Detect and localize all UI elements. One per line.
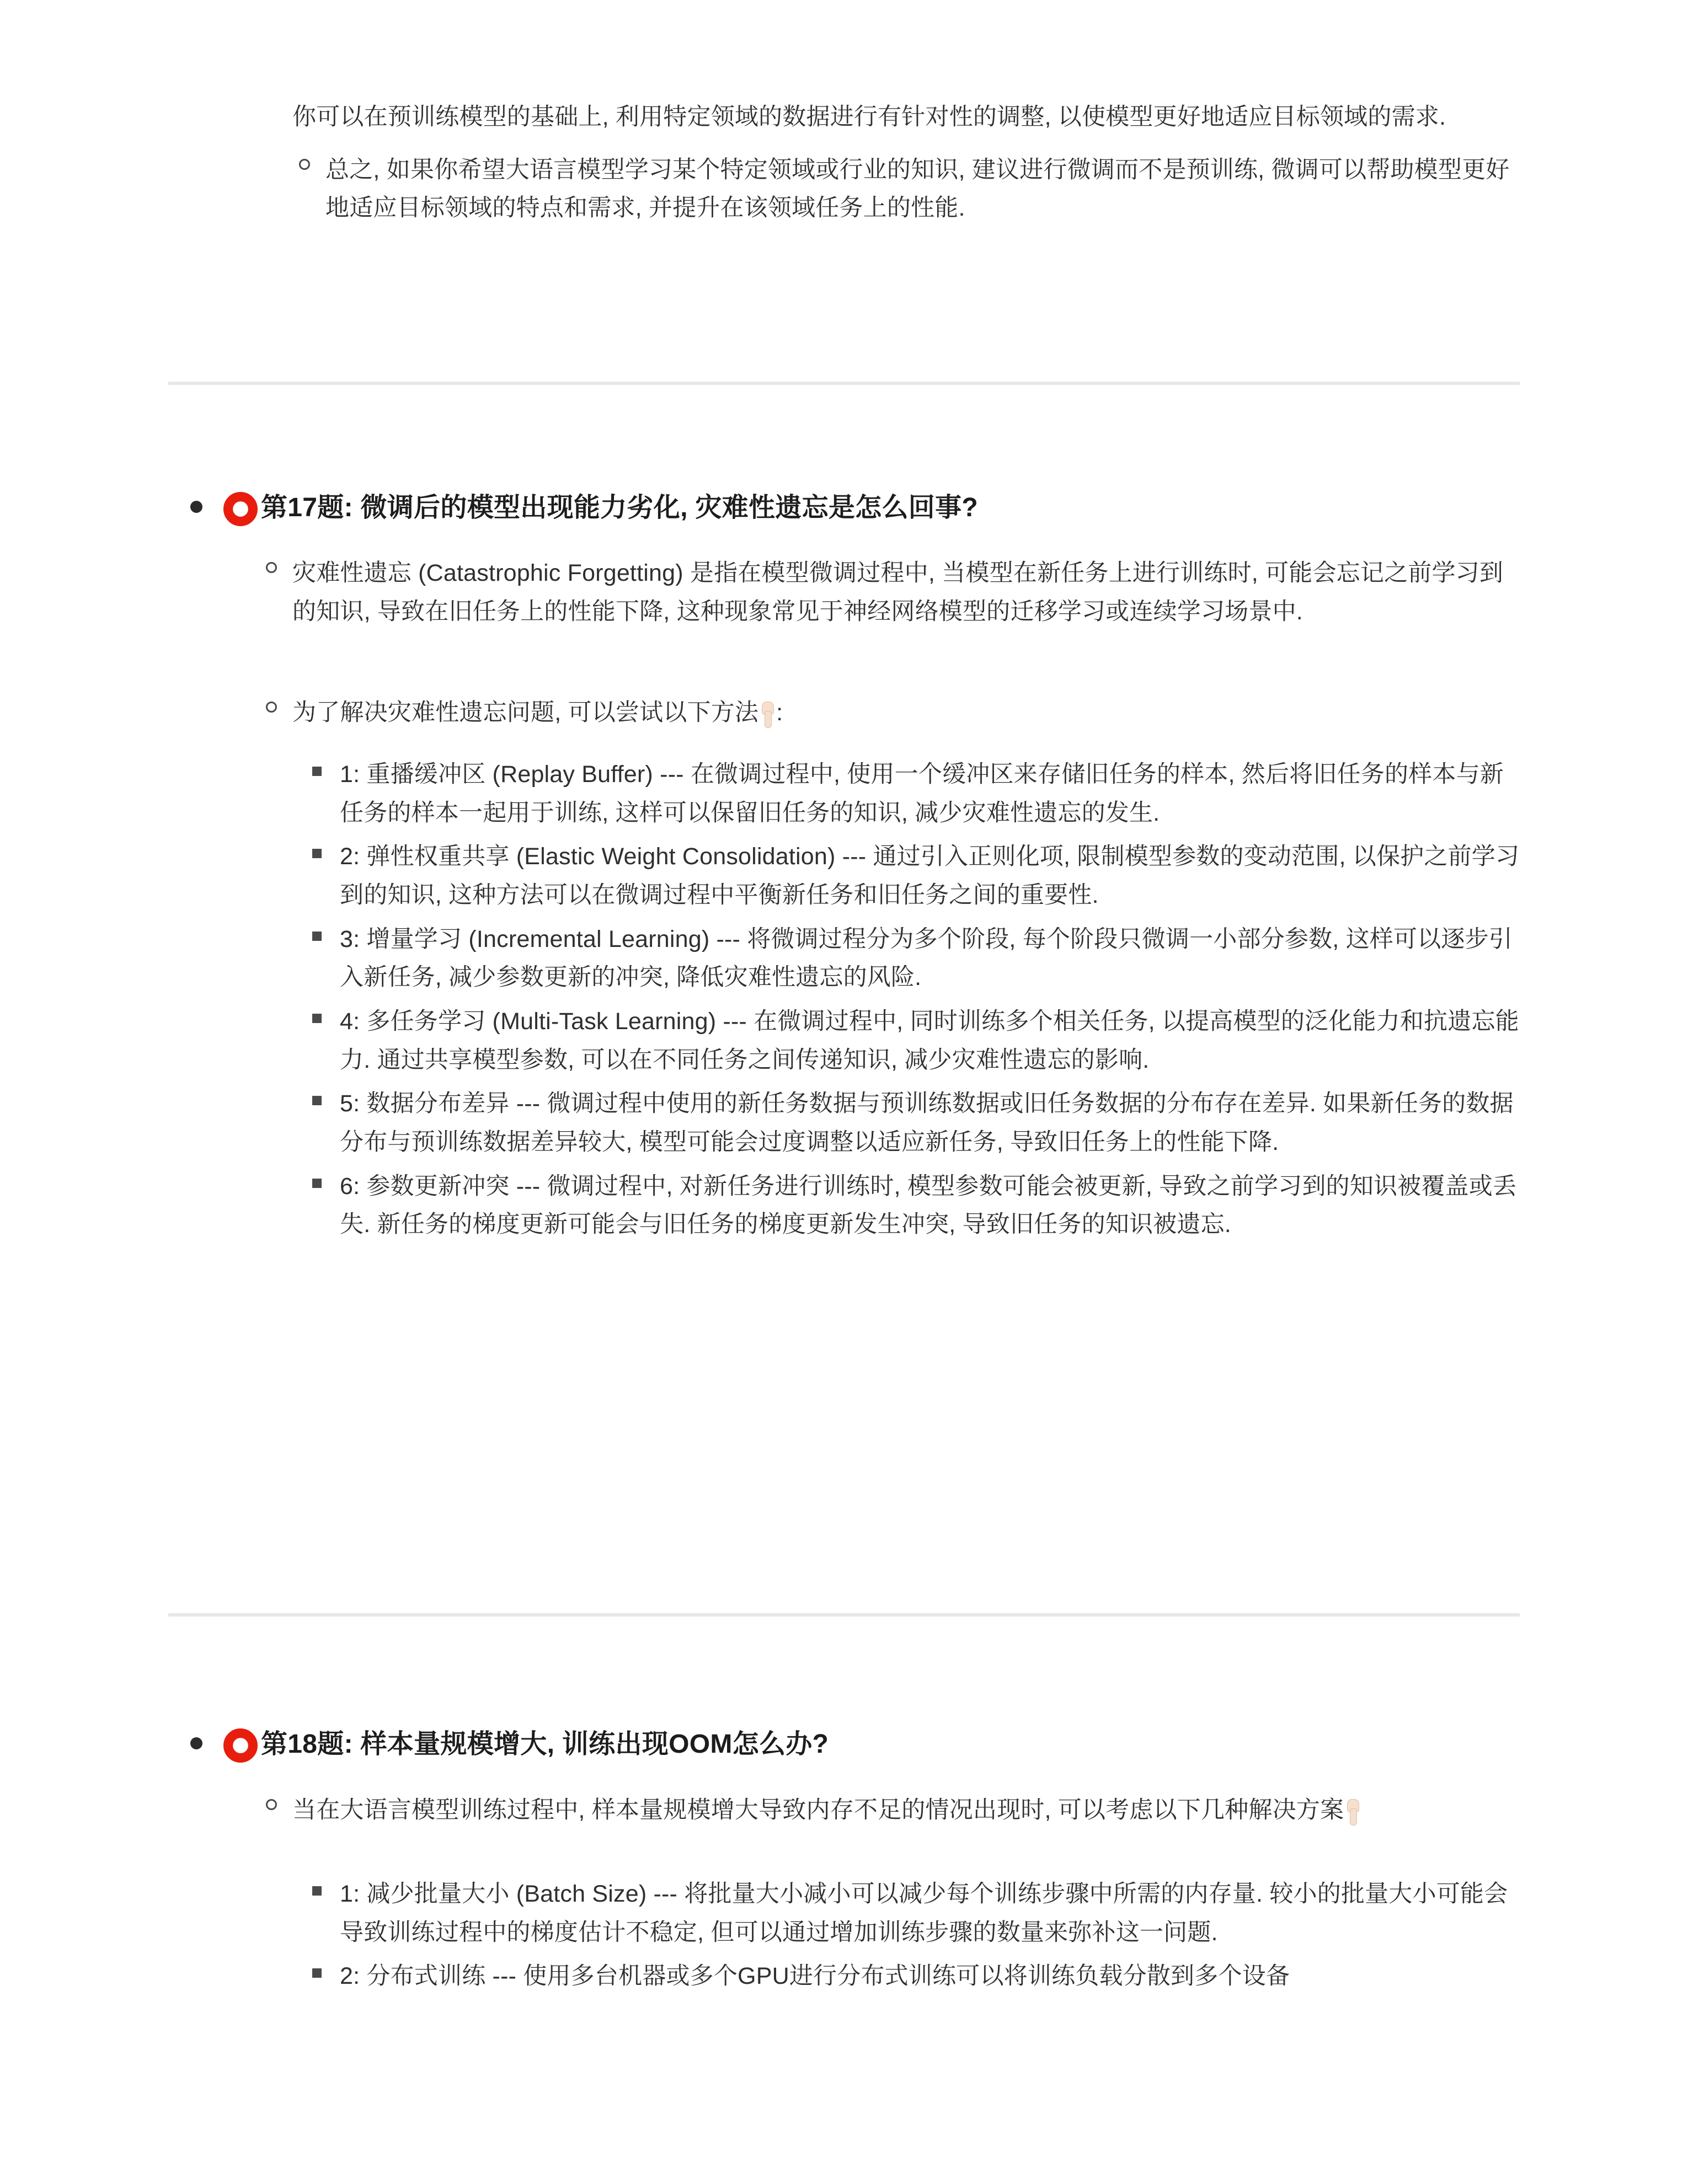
square-bullet-icon — [312, 1014, 322, 1023]
square-bullet-icon — [312, 932, 322, 941]
point-down-icon — [760, 702, 774, 727]
list-item — [309, 1003, 1523, 1079]
q17-leadin-before: 为了解决灾难性遗忘问题, 可以尝试以下方法 — [292, 699, 759, 726]
q17-leadin-text — [292, 694, 1523, 732]
circle-bullet-icon — [266, 562, 277, 573]
q17-method-list — [309, 756, 1523, 1250]
continuation-paragraph: 你可以在预训练模型的基础上, 利用特定领域的数据进行有针对性的调整, 以使模型更好地适应目标领域的需求. — [292, 104, 1446, 130]
bullet-dot-icon — [190, 501, 202, 513]
q17-intro-item — [259, 554, 1523, 631]
red-circle-icon — [223, 492, 258, 526]
circle-bullet-icon — [266, 1799, 277, 1810]
square-bullet-icon — [312, 1968, 322, 1978]
q18-leadin-before: 当在大语言模型训练过程中, 样本量规模增大导致内存不足的情况出现时, 可以考虑以下几种解决方案 — [292, 1797, 1344, 1823]
square-bullet-icon — [312, 1096, 322, 1105]
section-divider-1 — [168, 382, 1520, 385]
bullet-dot-icon — [190, 1737, 202, 1749]
list-item-text: 3: 增量学习 (Incremental Learning) --- 将微调过程分为多个阶段, 每个阶段只微调一小部分参数, 这样可以逐步引入新任务, 减少参数更新的冲突, 降低灾难性遗忘的风险. — [340, 925, 1513, 991]
q17-intro-block — [259, 554, 1523, 631]
section-title-q18: 第18题: 样本量规模增大, 训练出现OOM怎么办? — [261, 1730, 829, 1759]
q18-method-list — [309, 1875, 1523, 2001]
list-item — [309, 838, 1523, 914]
section-heading-q18 — [190, 1722, 829, 1763]
list-item — [309, 1875, 1523, 1952]
q17-leadin-block — [259, 694, 1523, 732]
continuation-summary-item — [292, 151, 1523, 228]
continuation-summary-text: 总之, 如果你希望大语言模型学习某个特定领域或行业的知识, 建议进行微调而不是预训练, 微调可以帮助模型更好地适应目标领域的特点和需求, 并提升在该领域任务上的性能. — [325, 156, 1510, 222]
list-item — [309, 920, 1523, 997]
q17-intro-text: 灾难性遗忘 (Catastrophic Forgetting) 是指在模型微调过程中, 当模型在新任务上进行训练时, 可能会忘记之前学习到的知识, 导致在旧任务上的性能下降, 这种现象常见于神经网络模型的迁移学习或连续学习场景中. — [292, 560, 1504, 625]
point-down-icon — [1345, 1799, 1360, 1824]
list-item-text: 1: 重播缓冲区 (Replay Buffer) --- 在微调过程中, 使用一个缓冲区来存储旧任务的样本, 然后将旧任务的样本与新任务的样本一起用于训练, 这样可以保留旧任务的知识, 减少灾难性遗忘的发生. — [340, 761, 1504, 826]
circle-bullet-icon — [266, 702, 277, 713]
q18-leadin-item — [259, 1791, 1523, 1830]
q17-leadin-item — [259, 694, 1523, 732]
section-divider-2 — [168, 1613, 1520, 1616]
circle-bullet-icon — [299, 159, 310, 170]
square-bullet-icon — [312, 1886, 322, 1896]
list-item-text: 4: 多任务学习 (Multi-Task Learning) --- 在微调过程中, 同时训练多个相关任务, 以提高模型的泛化能力和抗遗忘能力. 通过共享模型参数, 可以在不同任务之间传递知识, 减少灾难性遗忘的影响. — [340, 1008, 1519, 1073]
list-item — [309, 1168, 1523, 1244]
q18-leadin-block — [259, 1791, 1523, 1830]
q18-leadin-text — [292, 1791, 1523, 1830]
list-item-text: 6: 参数更新冲突 --- 微调过程中, 对新任务进行训练时, 模型参数可能会被更新, 导致之前学习到的知识被覆盖或丢失. 新任务的梯度更新可能会与旧任务的梯度更新发生冲突, 导致旧任务的知识被遗忘. — [340, 1173, 1517, 1238]
q17-leadin-after: : — [776, 699, 783, 726]
list-item — [309, 1085, 1523, 1161]
red-circle-icon — [223, 1728, 258, 1763]
square-bullet-icon — [312, 1179, 322, 1188]
section-title-q17: 第17题: 微调后的模型出现能力劣化, 灾难性遗忘是怎么回事? — [261, 493, 979, 522]
list-item-text: 1: 减少批量大小 (Batch Size) --- 将批量大小减小可以减少每个训练步骤中所需的内存量. 较小的批量大小可能会导致训练过程中的梯度估计不稳定, 但可以通过增加训练步骤的数量来弥补这一问题. — [340, 1881, 1508, 1946]
square-bullet-icon — [312, 849, 322, 858]
continuation-block — [292, 98, 1523, 228]
section-heading-q17 — [190, 485, 978, 526]
list-item-text: 2: 分布式训练 --- 使用多台机器或多个GPU进行分布式训练可以将训练负载分散到多个设备 — [340, 1963, 1290, 1990]
list-item — [309, 756, 1523, 832]
list-item — [309, 1957, 1523, 1996]
list-item-text: 5: 数据分布差异 --- 微调过程中使用的新任务数据与预训练数据或旧任务数据的分布存在差异. 如果新任务的数据分布与预训练数据差异较大, 模型可能会过度调整以适应新任务, 导致旧任务上的性能下降. — [340, 1090, 1514, 1155]
square-bullet-icon — [312, 767, 322, 776]
list-item-text: 2: 弹性权重共享 (Elastic Weight Consolidation) --- 通过引入正则化项, 限制模型参数的变动范围, 以保护之前学习到的知识, 这种方法可以在微调过程中平衡新任务和旧任务之间的重要性. — [340, 843, 1520, 908]
